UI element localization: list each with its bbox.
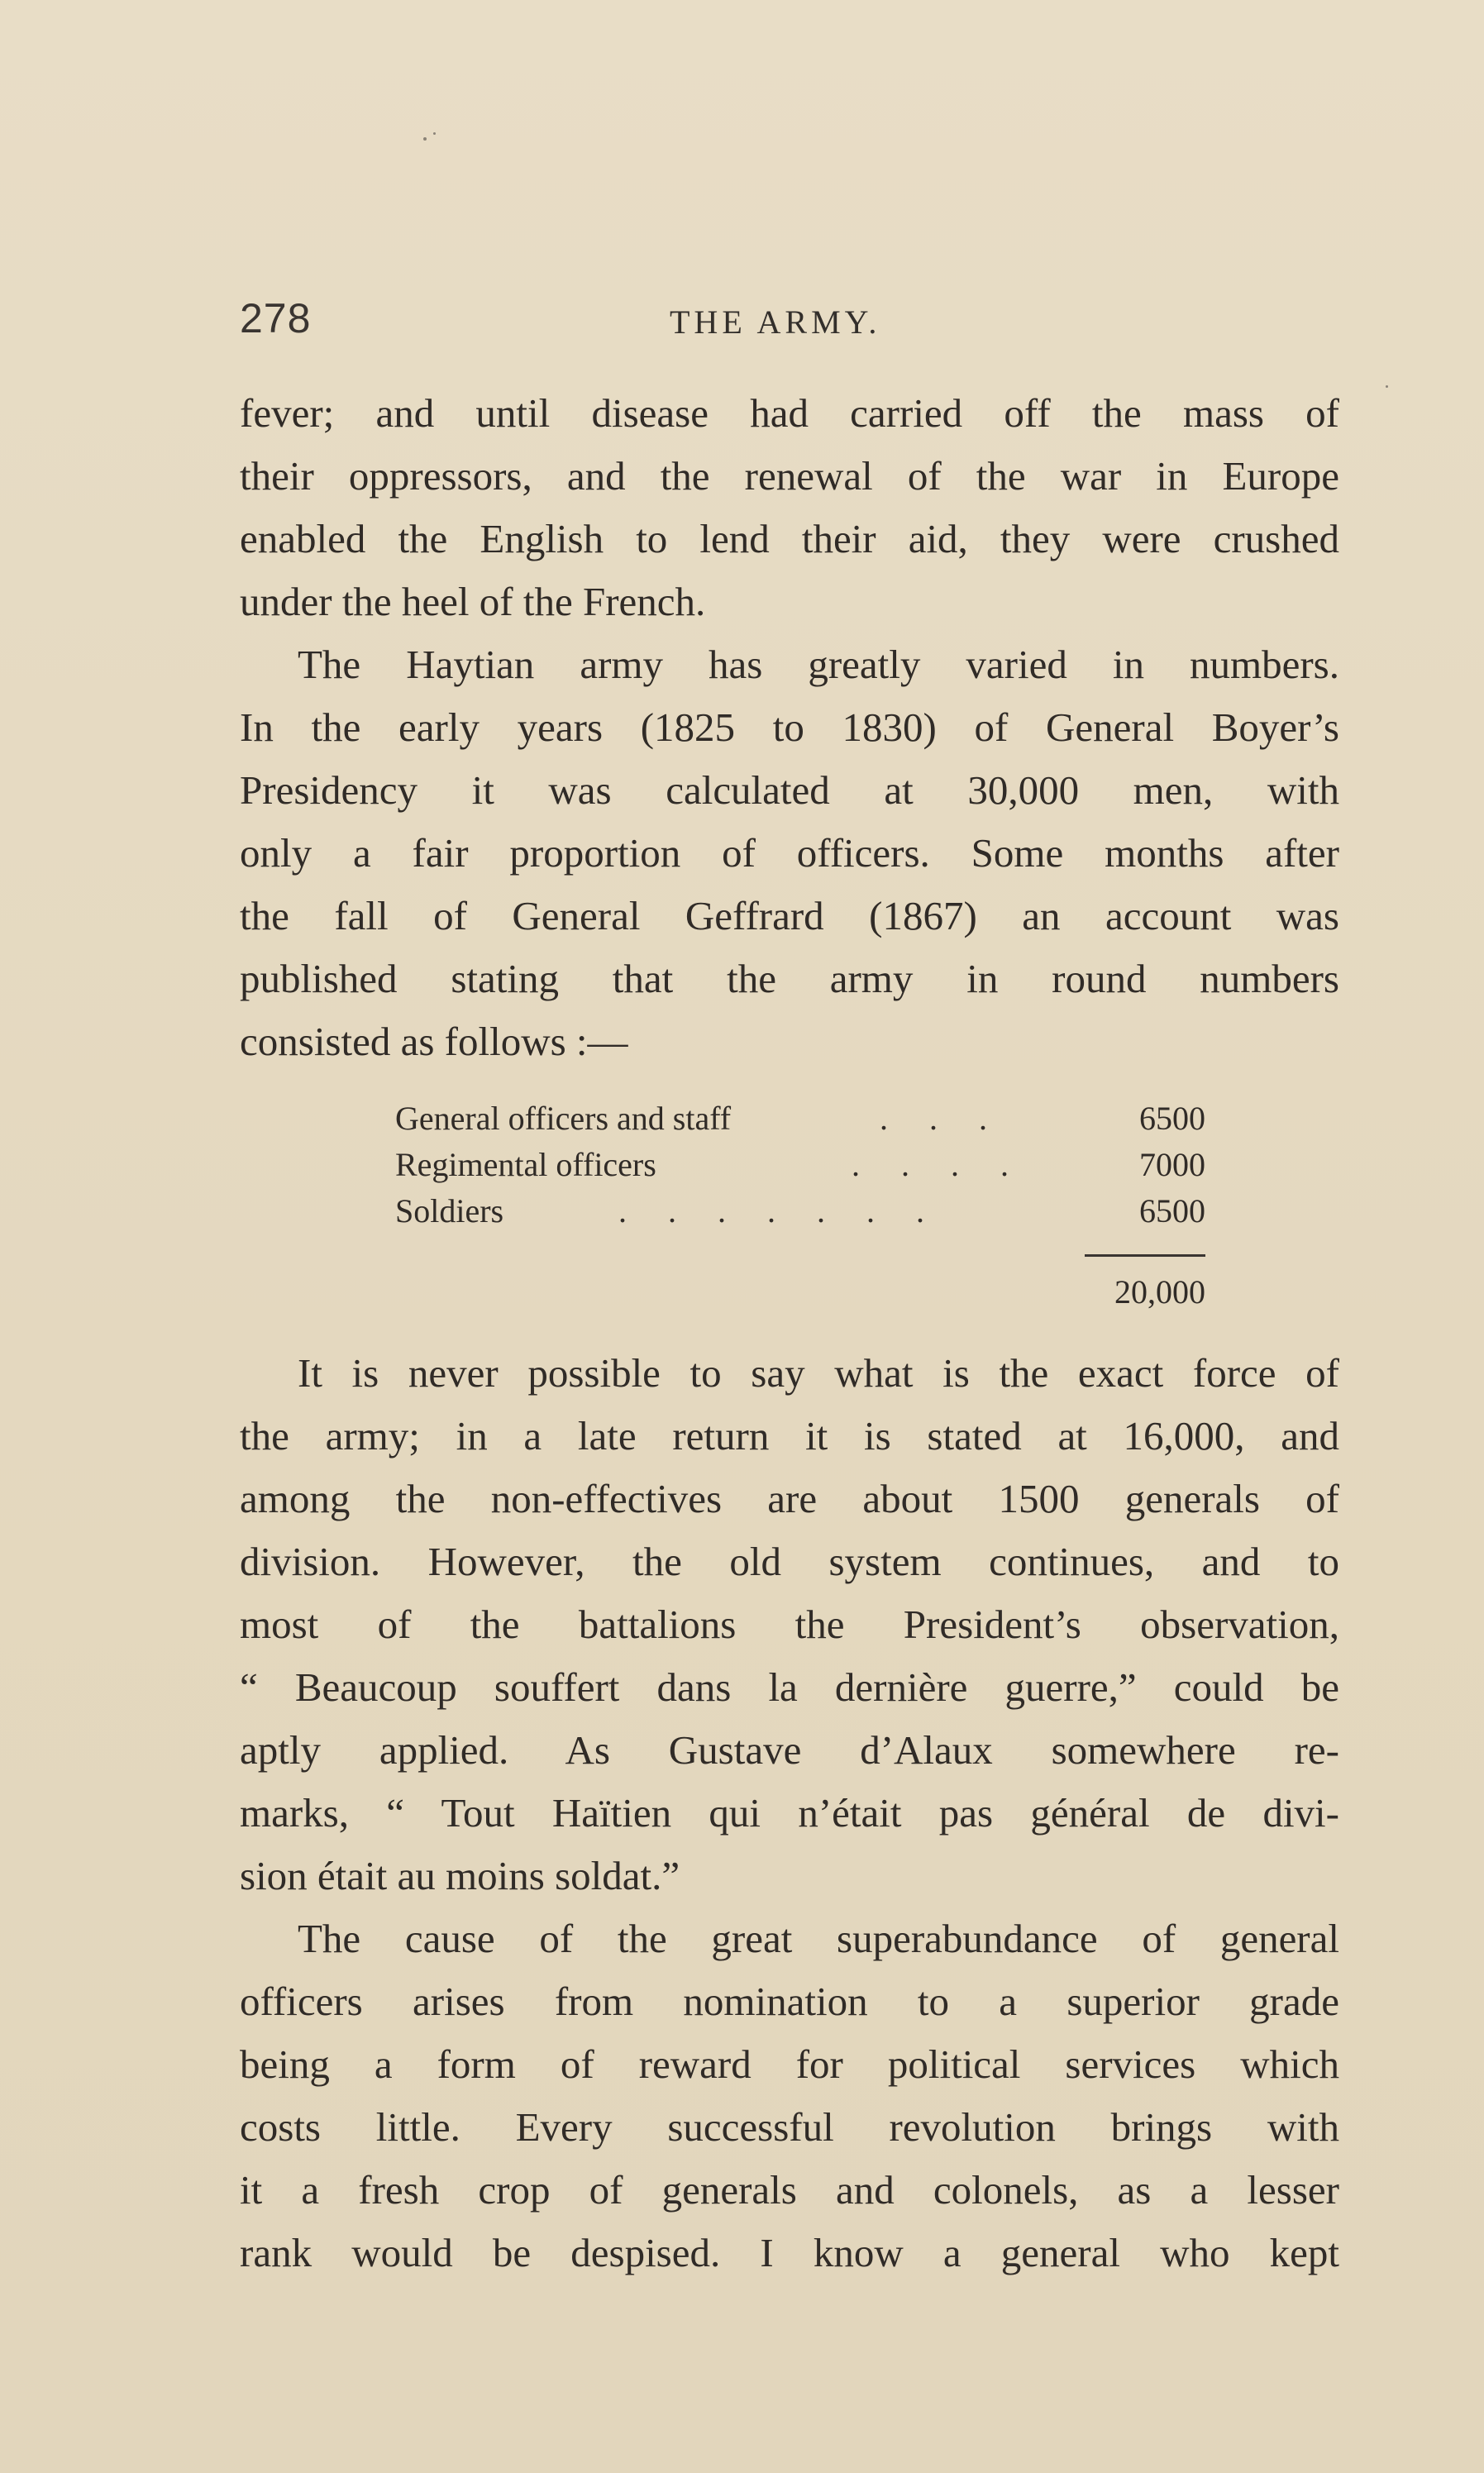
row-label: General officers and staff (395, 1100, 732, 1137)
text-line: the army; in a late return it is stated at 16,000, and (240, 1413, 1339, 1458)
text-line: costs little. Every successful revolution brings with (240, 2104, 1339, 2150)
table-row (395, 1188, 1205, 1234)
text-line: “ Beaucoup souffert dans la dernière guerre,” could be (240, 1664, 1339, 1710)
text-line: officers arises from nomination to a superior grade (240, 1979, 1339, 2024)
row-value: 6500 (1139, 1100, 1205, 1137)
leader-dots: . . . . . . . (618, 1192, 924, 1229)
text-line: The cause of the great superabundance of general (298, 1916, 1339, 1961)
text-line: rank would be despised. I know a general who kept (240, 2230, 1339, 2275)
row-label: Soldiers (395, 1192, 504, 1229)
text-line: The Haytian army has greatly varied in numbers. (298, 642, 1339, 687)
body-text-top (240, 382, 1339, 1073)
text-line: published stating that the army in round numbers (240, 956, 1339, 1001)
text-line: among the non-effectives are about 1500 generals of (240, 1476, 1339, 1521)
text-line: In the early years (1825 to 1830) of General Boyer’s (240, 704, 1339, 750)
text-line: the fall of General Geffrard (1867) an account was (240, 893, 1339, 938)
leader-dots: . . . . (852, 1146, 1009, 1183)
text-line: aptly applied. As Gustave d’Alaux somewhere re- (240, 1727, 1339, 1773)
text-line: being a form of reward for political services which (240, 2041, 1339, 2087)
ink-speck (1386, 385, 1388, 388)
text-line: it a fresh crop of generals and colonels, as a lesser (240, 2167, 1339, 2213)
table-rows (395, 1096, 1205, 1234)
text-line: fever; and until disease had carried off the mass of (240, 390, 1339, 436)
row-label: Regimental officers (395, 1146, 656, 1183)
army-strength-table (395, 1096, 1205, 1310)
table-row (395, 1096, 1205, 1142)
row-value: 6500 (1139, 1192, 1205, 1229)
page-number: 278 (240, 295, 312, 341)
body-text-bottom (240, 1342, 1339, 2284)
text-line: consisted as follows :— (240, 1019, 628, 1064)
text-line: marks, “ Tout Haïtien qui n’était pas général de divi- (240, 1790, 1339, 1836)
table-total: 20,000 (1114, 1273, 1205, 1310)
text-line: only a fair proportion of officers. Some months after (240, 830, 1339, 876)
text-line: It is never possible to say what is the exact force of (298, 1350, 1339, 1396)
text-line: division. However, the old system continues, and to (240, 1539, 1339, 1584)
total-rule (1085, 1254, 1205, 1257)
row-value: 7000 (1139, 1146, 1205, 1183)
ink-speck (423, 137, 427, 141)
ink-speck (433, 132, 436, 135)
text-line: sion était au moins soldat.” (240, 1853, 680, 1898)
table-row (395, 1142, 1205, 1188)
text-line: their oppressors, and the renewal of the war in Europe (240, 453, 1339, 499)
running-title: THE ARMY. (670, 303, 881, 341)
text-line: under the heel of the French. (240, 579, 706, 624)
text-line: enabled the English to lend their aid, they were crushed (240, 516, 1339, 561)
leader-dots: . . . (880, 1100, 987, 1137)
text-line: most of the battalions the President’s observation, (240, 1602, 1339, 1647)
running-head (240, 294, 1339, 352)
text-line: Presidency it was calculated at 30,000 men, with (240, 767, 1339, 813)
